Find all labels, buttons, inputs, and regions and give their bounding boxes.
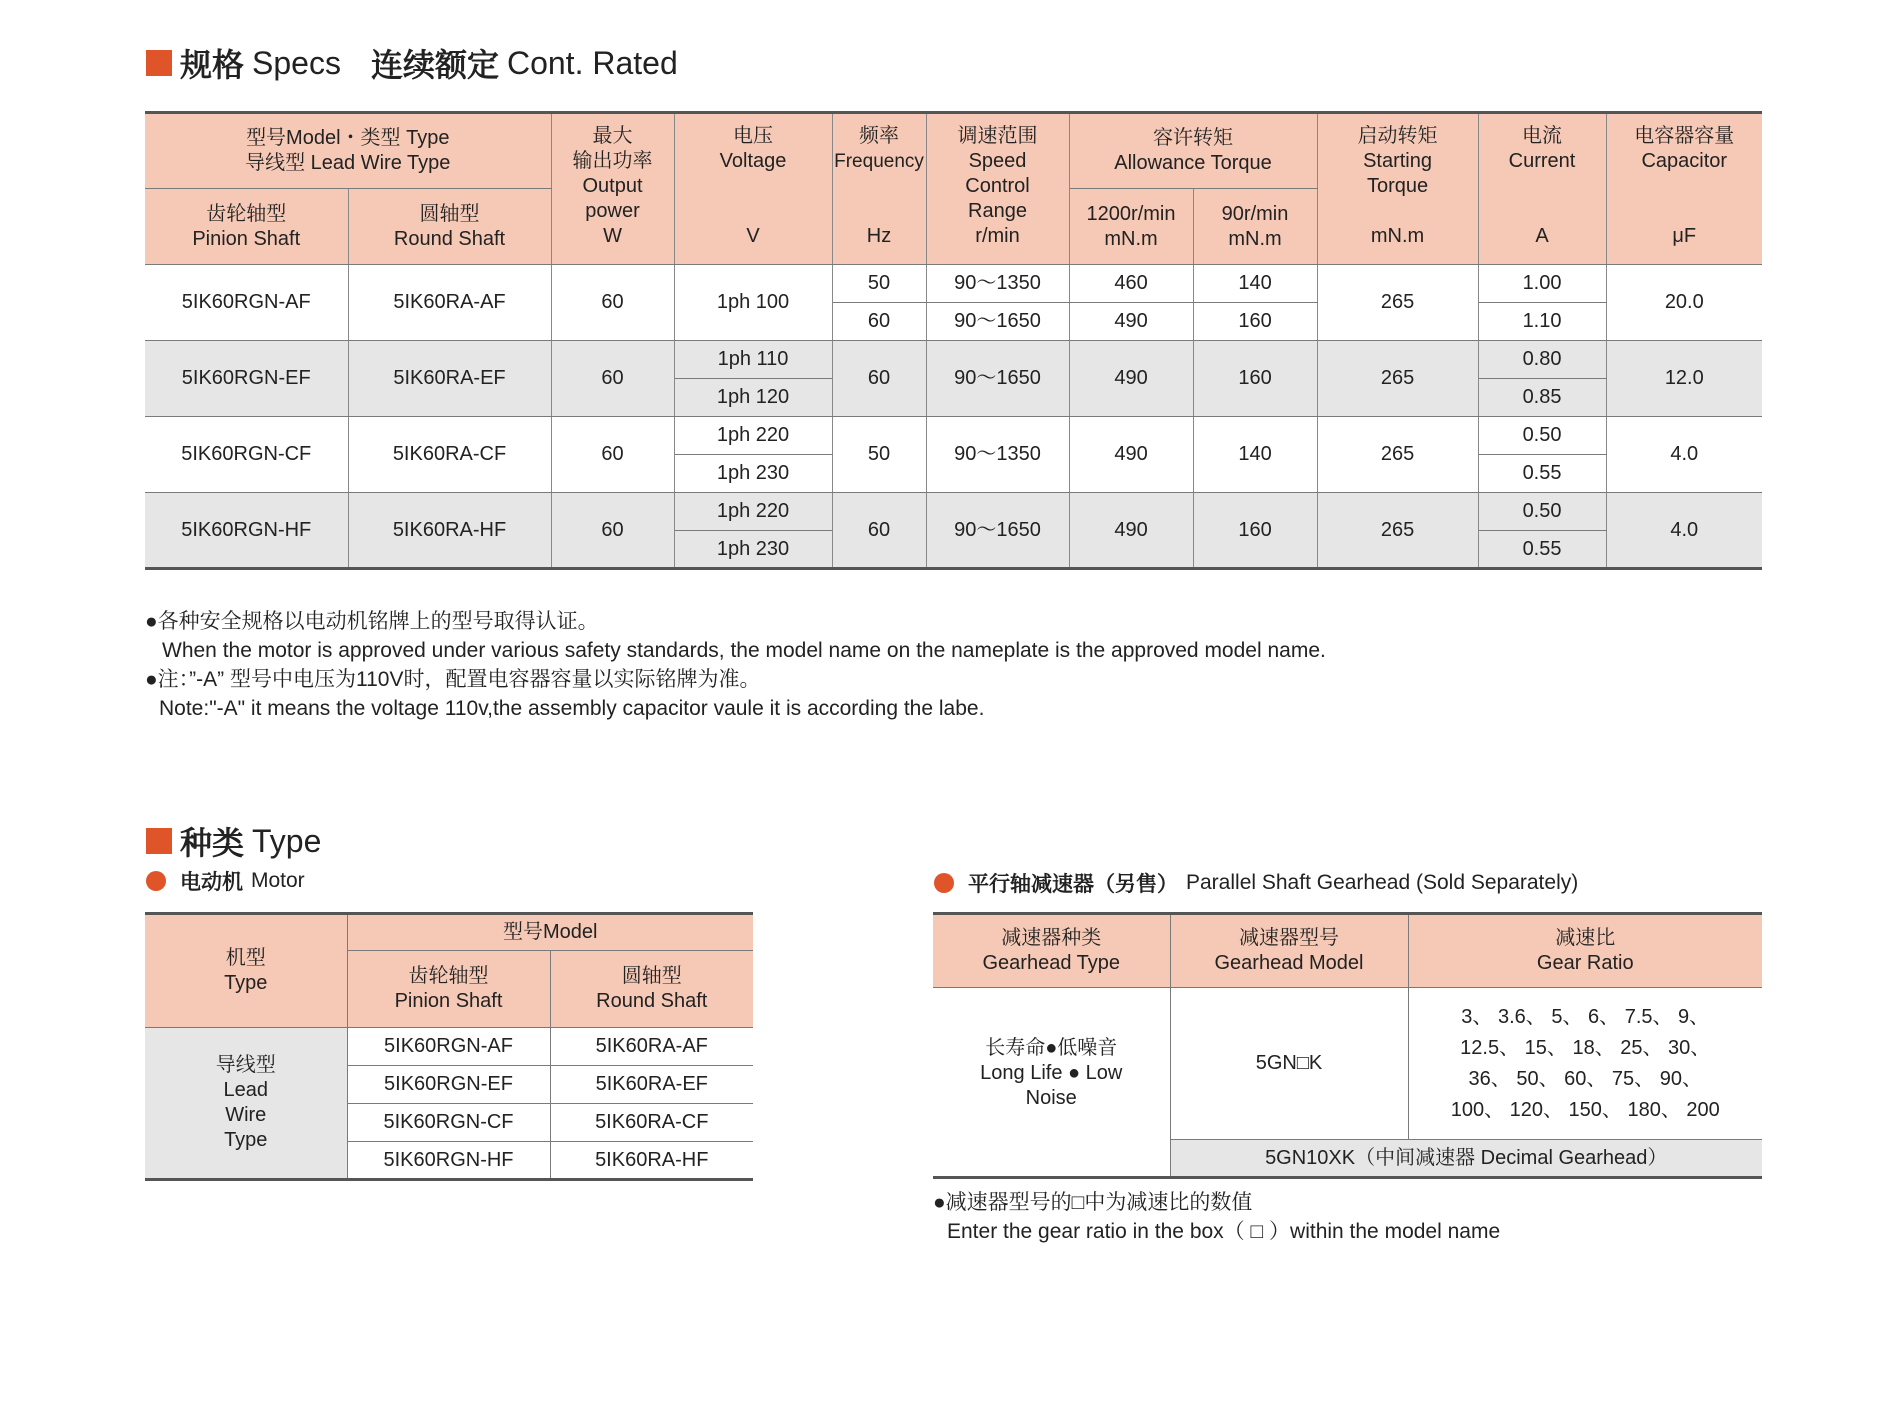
- cell-voltage: 1ph 230: [674, 531, 832, 569]
- gear-ratio-line: 3、 3.6、 5、 6、 7.5、 9、: [1461, 1005, 1710, 1028]
- header-cap-en: Capacitor: [1641, 150, 1728, 172]
- table-row: [145, 493, 1762, 531]
- cell-freq: 50: [832, 265, 926, 303]
- motor-title-zh: 电动机: [180, 871, 243, 894]
- cell-freq: 60: [832, 303, 926, 341]
- gear-ratio-line: 100、 120、 150、 180、 200: [1450, 1098, 1720, 1121]
- cell-voltage: 1ph 120: [674, 379, 832, 417]
- cell-current: 0.50: [1478, 417, 1606, 455]
- gear-header-type-zh: 减速器种类: [1001, 927, 1102, 949]
- cell-round: 5IK60RA-CF: [348, 417, 551, 493]
- cell-speed: 90～1650: [926, 493, 1069, 569]
- gear-header-ratio: [1408, 914, 1762, 988]
- note2-zh: ●注：”-A” 型号中电压为110V时，配置电容器容量以实际铭牌为准。: [145, 668, 761, 691]
- motor-cell-round: 5IK60RA-HF: [550, 1142, 753, 1180]
- specs-subtitle-en: Cont. Rated: [506, 44, 678, 81]
- cell-voltage: 1ph 100: [674, 265, 832, 341]
- cell-current: 0.50: [1478, 493, 1606, 531]
- cell-current: 1.10: [1478, 303, 1606, 341]
- cell-torque-1200: 490: [1069, 341, 1193, 417]
- header-current-zh: 电流: [1522, 125, 1563, 147]
- note2-en: Note:"-A" it means the voltage 110v,the assembly capacitor vaule it is according the labe.: [159, 697, 985, 720]
- header-torque-1200: [1069, 189, 1193, 265]
- cell-start: 265: [1317, 493, 1478, 569]
- header-current: [1478, 113, 1606, 265]
- motor-title-en: Motor: [251, 869, 305, 892]
- gear-header-model: [1170, 914, 1408, 988]
- header-start-unit: mN.m: [1370, 225, 1425, 247]
- header-pinion-zh: 齿轮轴型: [206, 202, 287, 225]
- motor-cell-pinion: 5IK60RGN-AF: [347, 1028, 550, 1066]
- gear-header-ratio-en: Gear Ratio: [1536, 952, 1634, 974]
- header-current-unit: A: [1535, 225, 1549, 247]
- cell-torque-1200: 460: [1069, 265, 1193, 303]
- cell-torque-90: 160: [1193, 493, 1317, 569]
- cell-pinion: 5IK60RGN-EF: [145, 341, 348, 417]
- cell-voltage: 1ph 220: [674, 417, 832, 455]
- motor-header-round-en: Round Shaft: [596, 990, 708, 1012]
- motor-cell-round: 5IK60RA-AF: [550, 1028, 753, 1066]
- gear-ratio-cell: [1408, 988, 1762, 1140]
- cell-pinion: 5IK60RGN-AF: [145, 265, 348, 341]
- gear-type-en1: Long Life ● Low: [980, 1062, 1123, 1084]
- header-speed-unit: r/min: [975, 225, 1020, 247]
- header-torque-1200-unit: mN.m: [1104, 227, 1158, 250]
- header-power-en2: power: [585, 200, 640, 222]
- header-power: [551, 113, 674, 265]
- motor-cell-pinion: 5IK60RGN-HF: [347, 1142, 550, 1180]
- motor-header-pinion: [347, 951, 550, 1028]
- motor-subtitle: [146, 866, 305, 896]
- cell-freq: 60: [832, 493, 926, 569]
- cell-torque-90: 140: [1193, 417, 1317, 493]
- header-torque: [1069, 113, 1317, 189]
- header-pinion-en: Pinion Shaft: [192, 227, 301, 250]
- gear-header-model-en: Gearhead Model: [1214, 952, 1364, 974]
- note1-zh: ●各种安全规格以电动机铭牌上的型号取得认证。: [145, 610, 599, 633]
- motor-cell-pinion: 5IK60RGN-EF: [347, 1066, 550, 1104]
- gearhead-table: [933, 912, 1762, 1179]
- table-row: [145, 265, 1762, 303]
- header-speed-en1: Speed: [968, 150, 1027, 172]
- header-torque-90-unit: mN.m: [1228, 227, 1282, 250]
- gear-header-ratio-zh: 减速比: [1555, 927, 1616, 949]
- cell-current: 0.80: [1478, 341, 1606, 379]
- header-round-shaft: [348, 189, 551, 265]
- motor-header-round-zh: 圆轴型: [621, 965, 682, 987]
- cell-cap: 4.0: [1606, 493, 1762, 569]
- cell-torque-90: 160: [1193, 303, 1317, 341]
- motor-header-pinion-zh: 齿轮轴型: [408, 965, 489, 987]
- specs-title-en: Specs: [252, 44, 341, 81]
- cell-speed: 90～1350: [926, 417, 1069, 493]
- cell-torque-90: 160: [1193, 341, 1317, 417]
- cell-round: 5IK60RA-EF: [348, 341, 551, 417]
- header-lead-wire-label: 导线型 Lead Wire Type: [245, 152, 451, 174]
- header-voltage-zh: 电压: [733, 125, 774, 147]
- cell-start: 265: [1317, 265, 1478, 341]
- motor-cell-pinion: 5IK60RGN-CF: [347, 1104, 550, 1142]
- gear-type-zh: 长寿命●低噪音: [985, 1037, 1118, 1059]
- cell-start: 265: [1317, 417, 1478, 493]
- cell-torque-1200: 490: [1069, 417, 1193, 493]
- header-freq-unit: Hz: [866, 225, 892, 247]
- motor-header-pinion-en: Pinion Shaft: [394, 990, 503, 1012]
- cell-current: 0.85: [1478, 379, 1606, 417]
- cell-start: 265: [1317, 341, 1478, 417]
- header-capacitor: [1606, 113, 1762, 265]
- gearhead-title-en: Parallel Shaft Gearhead (Sold Separately): [1186, 871, 1579, 894]
- header-speed-en2: Control: [965, 175, 1030, 197]
- motor-type-zh: 导线型: [215, 1054, 276, 1076]
- cell-current: 1.00: [1478, 265, 1606, 303]
- gear-ratio-line: 12.5、 15、 18、 25、 30、: [1460, 1036, 1711, 1059]
- gear-type-cell: [933, 988, 1170, 1178]
- header-power-zh: 最大: [592, 125, 633, 147]
- motor-type-en1: Lead: [223, 1079, 268, 1101]
- cell-torque-1200: 490: [1069, 303, 1193, 341]
- gear-note-en: Enter the gear ratio in the box（ □ ）within the model name: [947, 1220, 1501, 1243]
- cell-pinion: 5IK60RGN-CF: [145, 417, 348, 493]
- header-power-zh2: 输出功率: [572, 150, 653, 172]
- cell-current: 0.55: [1478, 455, 1606, 493]
- header-torque-90: [1193, 189, 1317, 265]
- header-current-en: Current: [1508, 150, 1576, 172]
- cell-speed: 90～1650: [926, 341, 1069, 417]
- motor-table: [145, 912, 753, 1181]
- cell-voltage: 1ph 230: [674, 455, 832, 493]
- type-title-zh: 种类: [180, 825, 245, 861]
- gear-header-type: [933, 914, 1170, 988]
- header-speed-zh: 调速范围: [957, 125, 1038, 147]
- header-start-zh: 启动转矩: [1357, 125, 1438, 147]
- cell-power: 60: [551, 341, 674, 417]
- header-voltage: [674, 113, 832, 265]
- cell-cap: 12.0: [1606, 341, 1762, 417]
- cell-cap: 20.0: [1606, 265, 1762, 341]
- table-row: [145, 1028, 753, 1066]
- header-speed: [926, 113, 1069, 265]
- header-model-type-label: 型号Model・类型 Type: [246, 127, 450, 149]
- motor-cell-round: 5IK60RA-CF: [550, 1104, 753, 1142]
- header-pinion-shaft: [145, 189, 348, 265]
- header-model-type: [145, 113, 551, 189]
- header-torque-en: Allowance Torque: [1114, 152, 1272, 174]
- header-frequency: [832, 113, 926, 265]
- header-start-en1: Starting: [1363, 150, 1432, 172]
- header-power-unit: W: [603, 225, 622, 247]
- gear-type-en2: Noise: [1025, 1087, 1077, 1109]
- bullet-dot-icon: [146, 871, 166, 891]
- cell-round: 5IK60RA-AF: [348, 265, 551, 341]
- motor-header-type-zh: 机型: [225, 947, 266, 969]
- cell-pinion: 5IK60RGN-HF: [145, 493, 348, 569]
- motor-type-en3: Type: [224, 1129, 268, 1151]
- gear-decimal-cell: 5GN10XK（中间减速器 Decimal Gearhead）: [1170, 1140, 1762, 1178]
- gear-ratio-line: 36、 50、 60、 75、 90、: [1468, 1067, 1702, 1090]
- header-freq-en: Frequency: [834, 151, 924, 172]
- spec-notes: [145, 607, 1326, 723]
- cell-freq: 50: [832, 417, 926, 493]
- cell-round: 5IK60RA-HF: [348, 493, 551, 569]
- section-marker-icon: [146, 50, 172, 76]
- motor-header-type-en: Type: [224, 972, 268, 994]
- cell-cap: 4.0: [1606, 417, 1762, 493]
- header-voltage-en: Voltage: [719, 150, 787, 172]
- header-cap-unit: μF: [1672, 225, 1697, 247]
- motor-type-cell: [145, 1028, 347, 1180]
- specs-title-zh: 规格: [180, 47, 245, 83]
- gearhead-title-zh: 平行轴减速器（另售）: [968, 873, 1178, 896]
- type-section-title: [146, 818, 351, 864]
- header-starting-torque: [1317, 113, 1478, 265]
- header-torque-1200-label: 1200r/min: [1086, 202, 1176, 225]
- header-speed-en3: Range: [968, 200, 1027, 222]
- gear-model-cell: 5GN□K: [1170, 988, 1408, 1140]
- gear-header-type-en: Gearhead Type: [982, 952, 1120, 974]
- motor-header-type: [145, 914, 347, 1028]
- gear-header-model-zh: 减速器型号: [1239, 927, 1339, 949]
- motor-header-model: 型号Model: [347, 914, 753, 951]
- cell-current: 0.55: [1478, 531, 1606, 569]
- bullet-dot-icon: [934, 873, 954, 893]
- gearhead-subtitle: [934, 868, 1578, 898]
- header-voltage-unit: V: [746, 225, 760, 247]
- cell-power: 60: [551, 493, 674, 569]
- motor-cell-round: 5IK60RA-EF: [550, 1066, 753, 1104]
- motor-header-round: [550, 951, 753, 1028]
- cell-torque-90: 140: [1193, 265, 1317, 303]
- header-round-zh: 圆轴型: [419, 202, 480, 225]
- header-torque-90-label: 90r/min: [1221, 202, 1289, 225]
- header-cap-zh: 电容器容量: [1634, 125, 1735, 147]
- gearhead-notes: [933, 1188, 1500, 1246]
- cell-voltage: 1ph 220: [674, 493, 832, 531]
- header-power-en: Output: [582, 175, 643, 197]
- cell-speed: 90～1650: [926, 303, 1069, 341]
- specs-section-title: [146, 40, 708, 86]
- table-row: [145, 417, 1762, 455]
- header-torque-zh: 容许转矩: [1153, 127, 1234, 149]
- cell-freq: 60: [832, 341, 926, 417]
- cell-power: 60: [551, 417, 674, 493]
- table-row: [145, 341, 1762, 379]
- motor-type-en2: Wire: [225, 1104, 267, 1126]
- header-start-en2: Torque: [1366, 175, 1429, 197]
- cell-voltage: 1ph 110: [674, 341, 832, 379]
- spec-table: [145, 111, 1762, 570]
- specs-subtitle-zh: 连续额定: [370, 47, 499, 83]
- note1-en: When the motor is approved under various safety standards, the model name on the nameplate is the approved model name.: [162, 639, 1326, 662]
- header-freq-zh: 频率: [859, 125, 900, 147]
- header-round-en: Round Shaft: [393, 227, 506, 250]
- cell-speed: 90～1350: [926, 265, 1069, 303]
- cell-power: 60: [551, 265, 674, 341]
- gear-note-zh: ●减速器型号的□中为减速比的数值: [933, 1191, 1253, 1214]
- section-marker-icon: [146, 828, 172, 854]
- cell-torque-1200: 490: [1069, 493, 1193, 569]
- type-title-en: Type: [252, 822, 322, 859]
